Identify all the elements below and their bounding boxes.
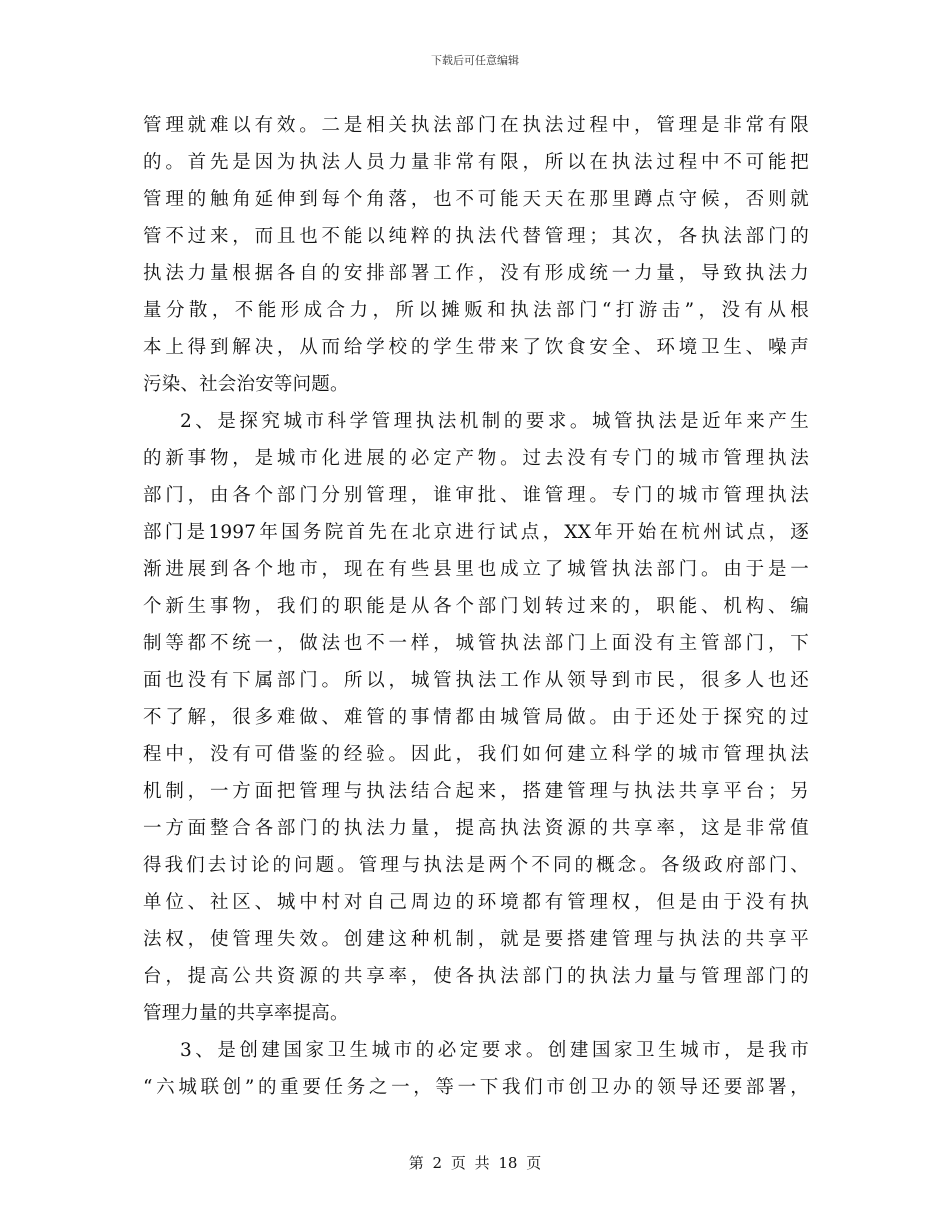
text-line: 的新事物，是城市化进展的必定产物。过去没有专门的城市管理执法 — [143, 448, 809, 469]
text-line: 污染、社会治安等问题。 — [143, 374, 349, 395]
text-line: 的。首先是因为执法人员力量非常有限，所以在执法过程中不可能把 — [143, 152, 809, 173]
text-line: 法权，使管理失效。创建这种机制，就是要搭建管理与执法的共享平 — [143, 929, 809, 950]
text-line: 机制，一方面把管理与执法结合起来，搭建管理与执法共享平台；另 — [143, 781, 809, 802]
text-line: 部门，由各个部门分别管理，谁审批、谁管理。专门的城市管理执法 — [143, 485, 809, 506]
paragraph-start-line: 2、是探究城市科学管理执法机制的要求。城管执法是近年来产生 — [180, 411, 809, 432]
text-line: 量分散，不能形成合力，所以摊贩和执法部门“打游击”，没有从根 — [143, 300, 809, 321]
document-body — [143, 107, 809, 1106]
text-line: 本上得到解决，从而给学校的学生带来了饮食安全、环境卫生、噪声 — [143, 337, 809, 358]
text-line: 管理力量的共享率提高。 — [143, 1003, 349, 1024]
text-line: 不了解，很多难做、难管的事情都由城管局做。由于还处于探究的过 — [143, 707, 809, 728]
text-line: 制等都不统一，做法也不一样，城管执法部门上面没有主管部门，下 — [143, 633, 809, 654]
page-header: 下载后可任意编辑 — [431, 54, 519, 67]
text-line: 一方面整合各部门的执法力量，提高执法资源的共享率，这是非常值 — [143, 818, 809, 839]
text-line: 管不过来，而且也不能以纯粹的执法代替管理；其次，各执法部门的 — [143, 226, 809, 247]
text-line: 个新生事物，我们的职能是从各个部门划转过来的，职能、机构、编 — [143, 596, 809, 617]
text-line: 渐进展到各个地市，现在有些县里也成立了城管执法部门。由于是一 — [143, 559, 809, 580]
text-line: 管理的触角延伸到每个角落，也不可能天天在那里蹲点守候，否则就 — [143, 189, 809, 210]
text-line: 程中，没有可借鉴的经验。因此，我们如何建立科学的城市管理执法 — [143, 744, 809, 765]
text-line: 台，提高公共资源的共享率，使各执法部门的执法力量与管理部门的 — [143, 966, 809, 987]
text-line: 执法力量根据各自的安排部署工作，没有形成统一力量，导致执法力 — [143, 263, 809, 284]
text-line: 单位、社区、城中村对自己周边的环境都有管理权，但是由于没有执 — [143, 892, 809, 913]
text-line: 得我们去讨论的问题。管理与执法是两个不同的概念。各级政府部门、 — [143, 855, 809, 876]
text-line: 面也没有下属部门。所以，城管执法工作从领导到市民，很多人也还 — [143, 670, 809, 691]
paragraph-start-line: 3、是创建国家卫生城市的必定要求。创建国家卫生城市，是我市 — [180, 1040, 809, 1061]
text-line: 管理就难以有效。二是相关执法部门在执法过程中，管理是非常有限 — [143, 115, 809, 136]
page-number-footer: 第 2 页 共 18 页 — [408, 1154, 542, 1172]
text-line: “六城联创”的重要任务之一，等一下我们市创卫办的领导还要部署， — [143, 1077, 809, 1098]
text-line: 部门是1997年国务院首先在北京进行试点，XX年开始在杭州试点，逐 — [143, 522, 809, 543]
